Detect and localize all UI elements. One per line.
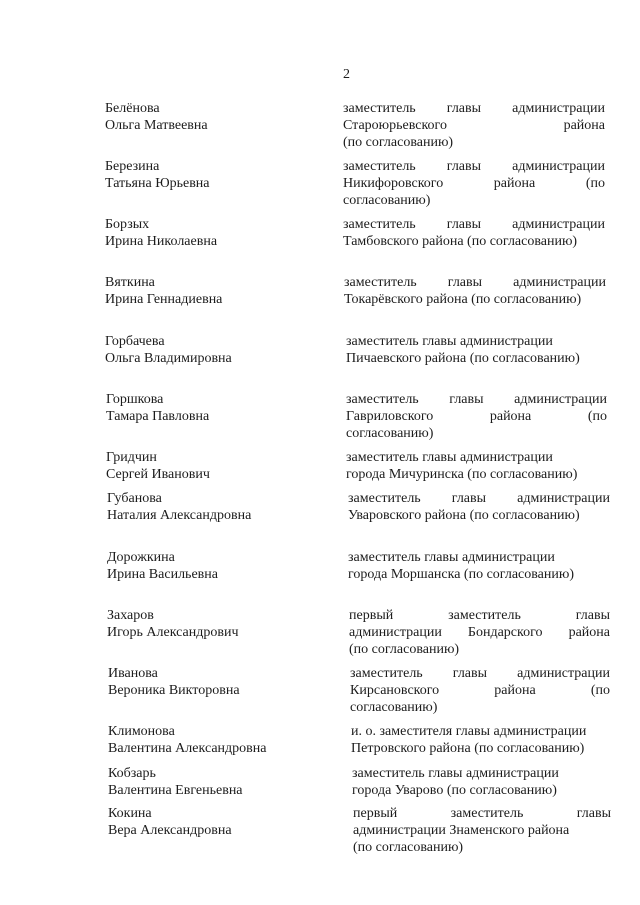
- position-line: заместитель главы администрации: [343, 101, 605, 116]
- member-given-names: Ирина Васильевна: [107, 567, 218, 582]
- position-line: города Моршанска (по согласованию): [348, 567, 574, 582]
- position-line: первый заместитель главы: [349, 608, 610, 623]
- position-line: (по согласованию): [353, 840, 464, 855]
- member-name: [107, 549, 218, 583]
- position-line: заместитель главы администрации: [346, 450, 553, 465]
- member-name: [108, 765, 243, 799]
- member-surname: Иванова: [108, 666, 158, 681]
- member-given-names: Валентина Александровна: [108, 741, 267, 756]
- position-line: первый заместитель главы: [353, 806, 611, 821]
- member-position: [349, 607, 610, 658]
- member-surname: Горшкова: [106, 392, 164, 407]
- member-position: [348, 549, 610, 583]
- member-given-names: Валентина Евгеньевна: [108, 783, 243, 798]
- position-line: согласованию): [343, 193, 431, 208]
- member-position: [348, 490, 610, 524]
- member-surname: Климонова: [108, 724, 175, 739]
- position-line: заместитель главы администрации: [350, 666, 610, 681]
- position-line: заместитель главы администрации: [352, 766, 559, 781]
- position-line: заместитель главы администрации: [346, 334, 553, 349]
- position-line: заместитель главы администрации: [348, 491, 610, 506]
- position-line: (по согласованию): [343, 135, 454, 150]
- member-surname: Белёнова: [105, 101, 160, 116]
- member-name: [106, 449, 210, 483]
- member-given-names: Ирина Геннадиевна: [105, 292, 223, 307]
- member-given-names: Вера Александровна: [108, 823, 232, 838]
- member-given-names: Ирина Николаевна: [105, 234, 218, 249]
- member-name: [106, 391, 209, 425]
- position-line: Никифоровского района (по: [343, 176, 605, 191]
- member-given-names: Тамара Павловна: [106, 409, 210, 424]
- member-position: [352, 765, 614, 799]
- member-surname: Кобзарь: [108, 766, 156, 781]
- member-given-names: Наталия Александровна: [107, 508, 252, 523]
- member-given-names: Татьяна Юрьевна: [105, 176, 210, 191]
- position-line: Пичаевского района (по согласованию): [346, 351, 580, 366]
- member-given-names: Игорь Александрович: [107, 625, 239, 640]
- position-line: согласованию): [350, 700, 438, 715]
- member-given-names: Ольга Владимировна: [105, 351, 232, 366]
- member-name: [105, 274, 222, 308]
- position-line: и. о. заместителя главы администрации: [351, 724, 587, 739]
- position-line: города Уварово (по согласованию): [352, 783, 557, 798]
- member-name: [108, 665, 240, 699]
- position-line: Гавриловского района (по: [346, 409, 607, 424]
- position-line: администрации Бондарского района: [349, 625, 610, 640]
- position-line: Токарёвского района (по согласованию): [344, 292, 582, 307]
- member-surname: Кокина: [108, 806, 152, 821]
- position-line: заместитель главы администрации: [346, 392, 607, 407]
- position-line: города Мичуринска (по согласованию): [346, 467, 578, 482]
- position-line: администрации Знаменского района: [353, 823, 570, 838]
- member-surname: Горбачева: [105, 334, 165, 349]
- member-surname: Дорожкина: [107, 550, 175, 565]
- member-position: [346, 391, 607, 442]
- member-position: [343, 100, 605, 151]
- member-position: [343, 216, 605, 250]
- position-line: согласованию): [346, 426, 434, 441]
- position-line: Петровского района (по согласованию): [351, 741, 585, 756]
- member-position: [344, 274, 606, 308]
- member-given-names: Сергей Иванович: [106, 467, 210, 482]
- member-name: [107, 607, 239, 641]
- member-surname: Борзых: [105, 217, 150, 232]
- member-position: [351, 723, 613, 757]
- member-given-names: Ольга Матвеевна: [105, 118, 208, 133]
- member-name: [105, 100, 208, 134]
- member-position: [353, 805, 611, 856]
- position-line: Уваровского района (по согласованию): [348, 508, 580, 523]
- member-name: [105, 216, 217, 250]
- member-position: [346, 333, 608, 367]
- member-position: [343, 158, 605, 209]
- member-name: [105, 158, 210, 192]
- position-line: заместитель главы администрации: [348, 550, 555, 565]
- member-surname: Березина: [105, 159, 160, 174]
- member-surname: Вяткина: [105, 275, 155, 290]
- member-position: [346, 449, 608, 483]
- position-line: Кирсановского района (по: [350, 683, 610, 698]
- member-surname: Губанова: [107, 491, 162, 506]
- position-line: (по согласованию): [349, 642, 460, 657]
- position-line: Тамбовского района (по согласованию): [343, 234, 578, 249]
- member-surname: Захаров: [107, 608, 154, 623]
- page-number: 2: [343, 67, 350, 82]
- position-line: заместитель главы администрации: [344, 275, 606, 290]
- member-given-names: Вероника Викторовна: [108, 683, 240, 698]
- member-name: [108, 723, 266, 757]
- position-line: заместитель главы администрации: [343, 217, 605, 232]
- member-name: [107, 490, 251, 524]
- member-name: [108, 805, 232, 839]
- position-line: заместитель главы администрации: [343, 159, 605, 174]
- member-position: [350, 665, 610, 716]
- position-line: Староюрьевского района: [343, 118, 605, 133]
- member-surname: Гридчин: [106, 450, 157, 465]
- member-name: [105, 333, 232, 367]
